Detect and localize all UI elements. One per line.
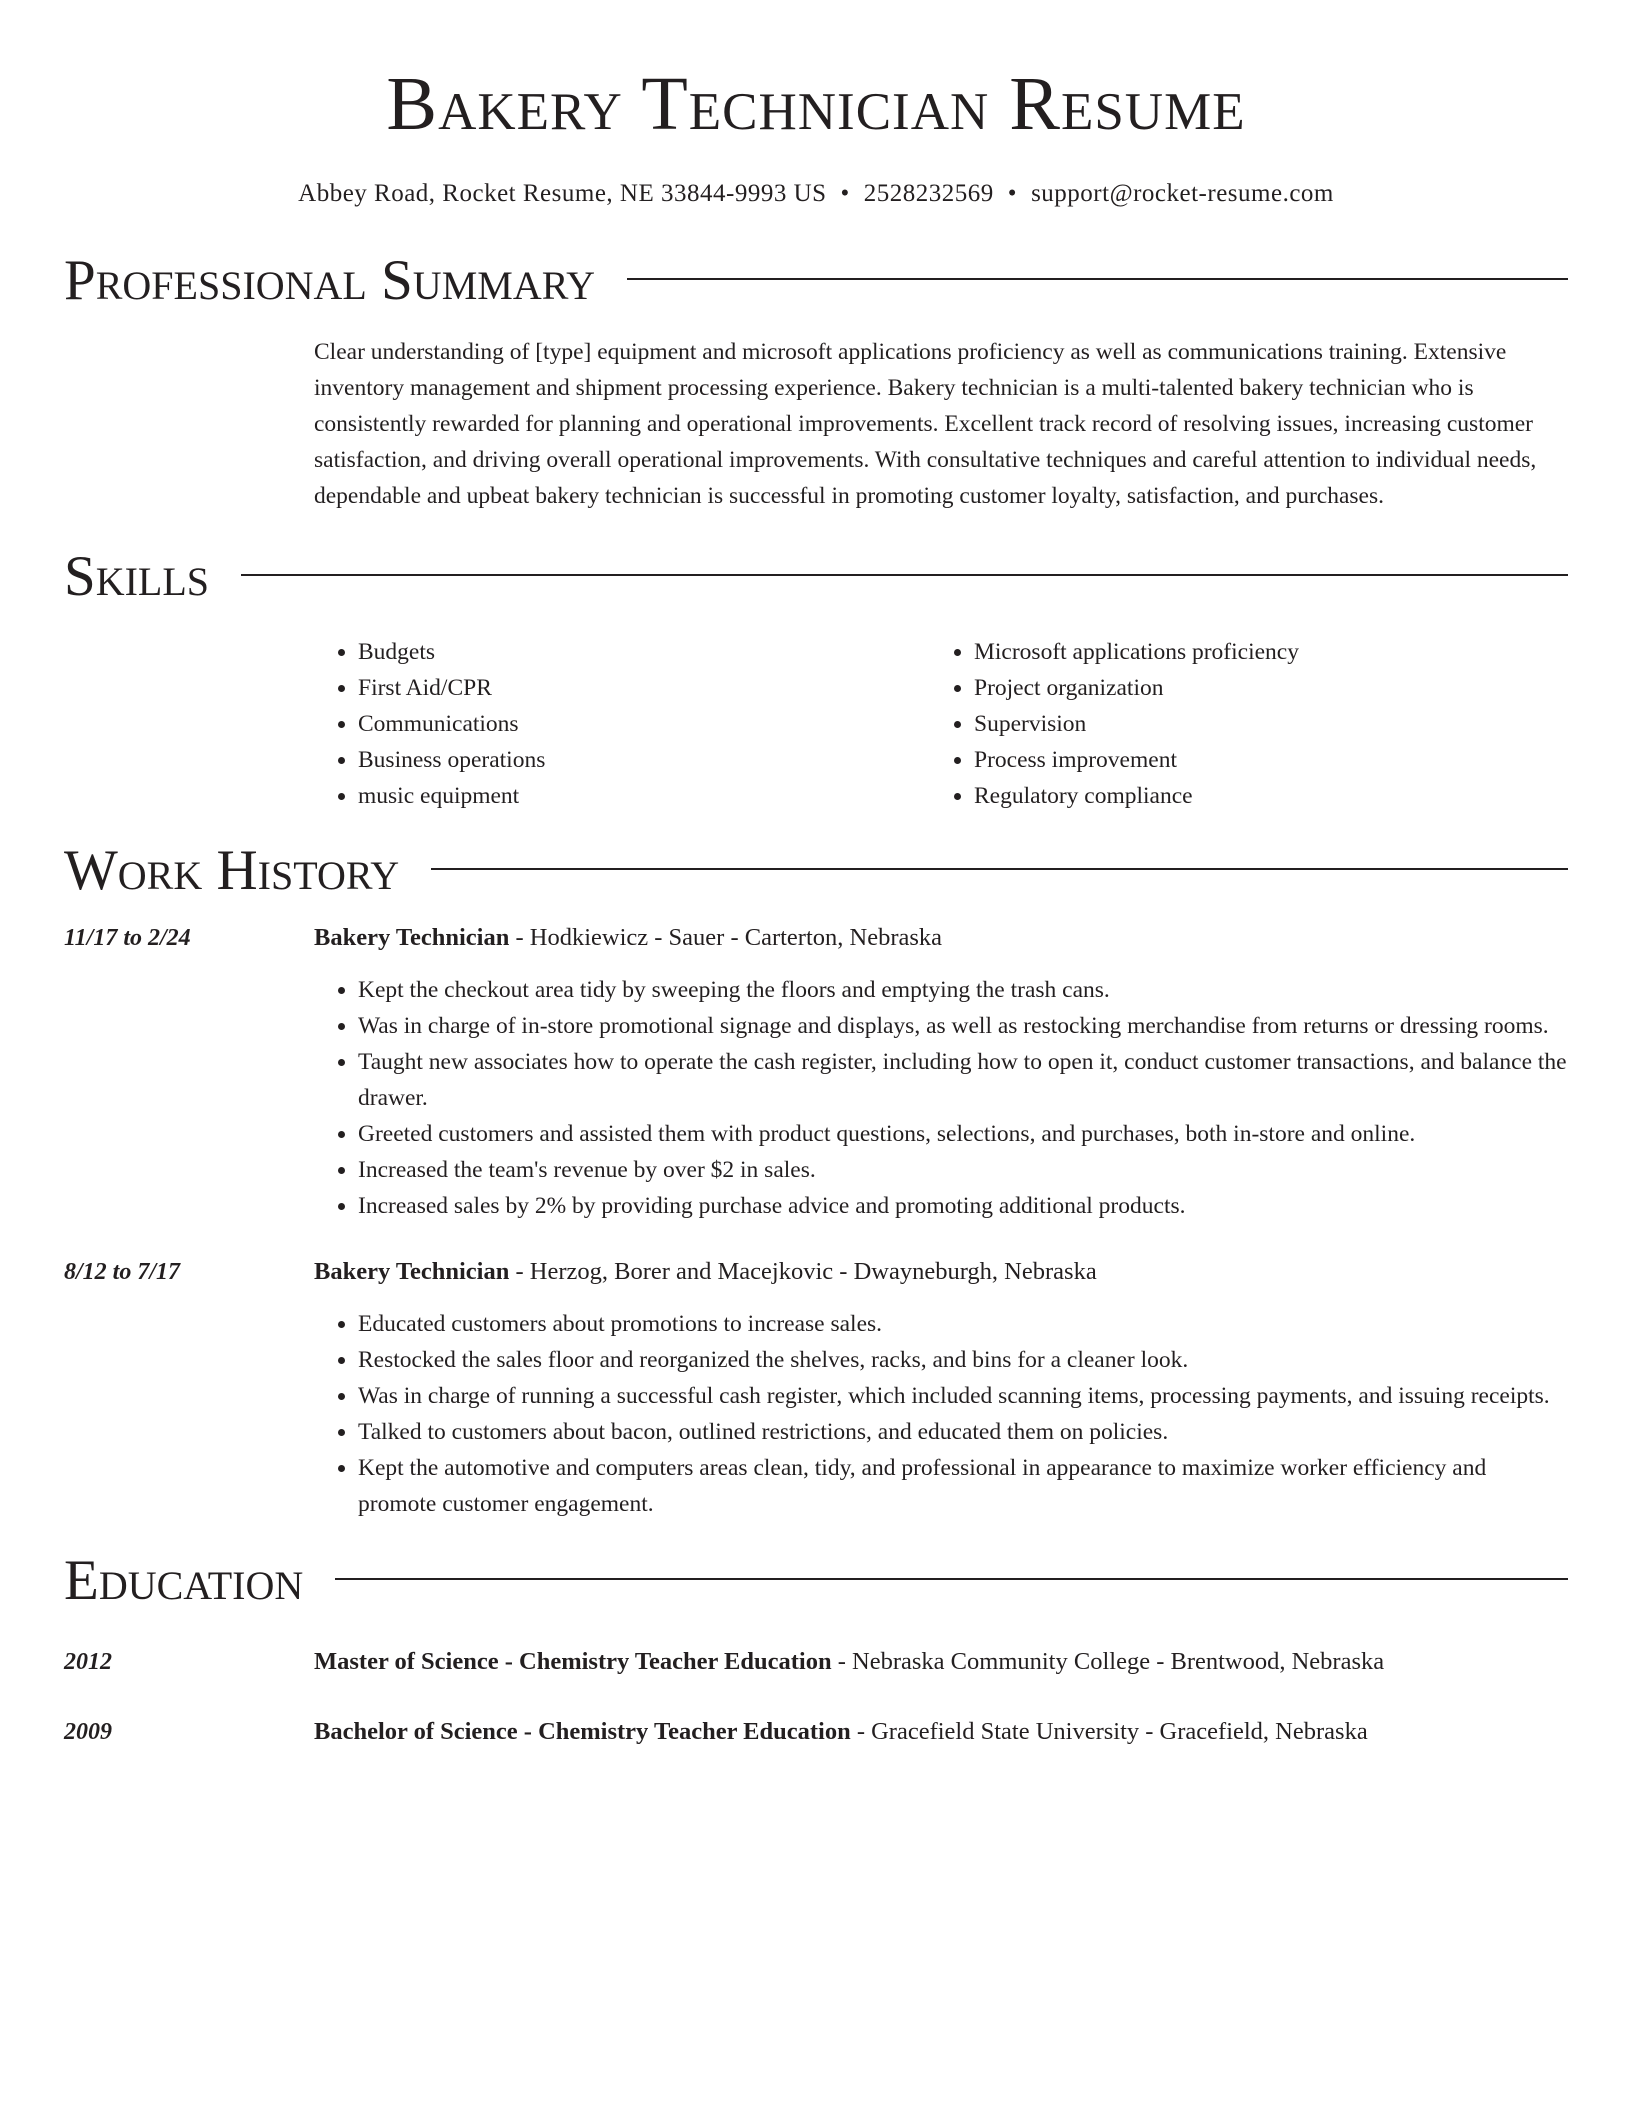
degree: Master of Science - Chemistry Teacher Education xyxy=(314,1648,832,1675)
school-location: - Nebraska Community College - Brentwood, Nebraska xyxy=(831,1648,1385,1675)
education-section-header xyxy=(64,1548,1568,1614)
work-dates: 11/17 to 2/24 xyxy=(64,925,191,951)
education-entry xyxy=(64,1644,1568,1680)
contact-address: Abbey Road, Rocket Resume, NE 33844-9993 US xyxy=(298,180,827,207)
work-heading-line xyxy=(314,920,1568,956)
contact-line xyxy=(64,178,1568,210)
school-location: - Gracefield State University - Gracefield, Nebraska xyxy=(850,1718,1368,1745)
job-title: Bakery Technician xyxy=(314,1258,510,1285)
section-divider xyxy=(241,574,1568,576)
work-heading-line xyxy=(314,1254,1568,1290)
skill-item: • Budgets xyxy=(358,634,930,670)
skill-item: • music equipment xyxy=(358,778,930,814)
education-heading-line xyxy=(314,1714,1568,1750)
work-bullet: • Greeted customers and assisted them with product questions, selections, and purchases, both in-store and online. xyxy=(358,1116,1568,1152)
skill-item: • Business operations xyxy=(358,742,930,778)
work-bullet: • Kept the checkout area tidy by sweeping the floors and emptying the trash cans. xyxy=(358,972,1568,1008)
education-year: 2009 xyxy=(64,1719,112,1745)
work-heading: Work History xyxy=(64,839,400,902)
resume-title: Bakery Technician Resume xyxy=(386,62,1246,146)
skill-item: • Project organization xyxy=(974,670,1568,706)
job-title: Bakery Technician xyxy=(314,924,510,951)
work-entry xyxy=(64,1254,1568,1522)
summary-section-header xyxy=(64,248,1568,314)
education-entry xyxy=(64,1714,1568,1750)
employer-location: - Hodkiewicz - Sauer - Carterton, Nebraska xyxy=(509,924,943,951)
skill-item: • Supervision xyxy=(974,706,1568,742)
skill-item: • Microsoft applications proficiency xyxy=(974,634,1568,670)
section-divider xyxy=(335,1578,1568,1580)
skills-heading: Skills xyxy=(64,545,210,608)
work-bullet: • Was in charge of running a successful cash register, which included scanning items, processing payments, and issuing receipts. xyxy=(358,1378,1568,1414)
resume-page xyxy=(64,0,1568,1750)
contact-separator: • xyxy=(1007,180,1018,207)
work-bullet: • Restocked the sales floor and reorganized the shelves, racks, and bins for a cleaner look. xyxy=(358,1342,1568,1378)
work-bullet: • Educated customers about promotions to increase sales. xyxy=(358,1306,1568,1342)
section-divider xyxy=(431,868,1568,870)
work-bullet: • Taught new associates how to operate the cash register, including how to open it, conduct customer transactions, and balance the drawer. xyxy=(358,1044,1568,1116)
employer-location: - Herzog, Borer and Macejkovic - Dwayneburgh, Nebraska xyxy=(509,1258,1097,1285)
section-divider xyxy=(627,278,1568,280)
skills-section-header xyxy=(64,544,1568,610)
work-section-header xyxy=(64,838,1568,904)
education-heading-line xyxy=(314,1644,1568,1680)
work-bullets xyxy=(314,1306,1568,1522)
skills-list xyxy=(314,634,1568,814)
skill-item: • Communications xyxy=(358,706,930,742)
skills-column-left xyxy=(314,634,930,814)
summary-heading: Professional Summary xyxy=(64,249,596,312)
work-bullet: • Increased the team's revenue by over $2 in sales. xyxy=(358,1152,1568,1188)
education-heading: Education xyxy=(64,1549,304,1612)
skill-item: • Regulatory compliance xyxy=(974,778,1568,814)
skill-item: • Process improvement xyxy=(974,742,1568,778)
work-bullet: • Talked to customers about bacon, outlined restrictions, and educated them on policies. xyxy=(358,1414,1568,1450)
education-year: 2012 xyxy=(64,1649,112,1675)
skills-column-right xyxy=(930,634,1568,814)
work-bullet: • Increased sales by 2% by providing purchase advice and promoting additional products. xyxy=(358,1188,1568,1224)
work-bullets xyxy=(314,972,1568,1224)
skill-item: • First Aid/CPR xyxy=(358,670,930,706)
work-entry xyxy=(64,920,1568,1224)
summary-text: Clear understanding of [type] equipment and microsoft applications proficiency as well as communications training. Extensive inventory management and shipment processing experience. Bakery technician is a multi-talented bakery technician who is consistently rewarded for planning and operational improvements. Excellent track record of resolving issues, increasing customer satisfaction, and driving overall operational improvements. With consultative techniques and careful attention to individual needs, dependable and upbeat bakery technician is successful in promoting customer loyalty, satisfaction, and purchases. xyxy=(314,339,1537,509)
work-dates: 8/12 to 7/17 xyxy=(64,1259,181,1285)
work-bullet: • Kept the automotive and computers areas clean, tidy, and professional in appearance to maximize worker efficiency and promote customer engagement. xyxy=(358,1450,1568,1522)
contact-separator: • xyxy=(840,180,850,207)
contact-email: support@rocket-resume.com xyxy=(1031,180,1334,207)
degree: Bachelor of Science - Chemistry Teacher Education xyxy=(314,1718,851,1745)
work-bullet: • Was in charge of in-store promotional signage and displays, as well as restocking merchandise from returns or dressing rooms. xyxy=(358,1008,1568,1044)
contact-phone: 2528232569 xyxy=(863,180,994,207)
